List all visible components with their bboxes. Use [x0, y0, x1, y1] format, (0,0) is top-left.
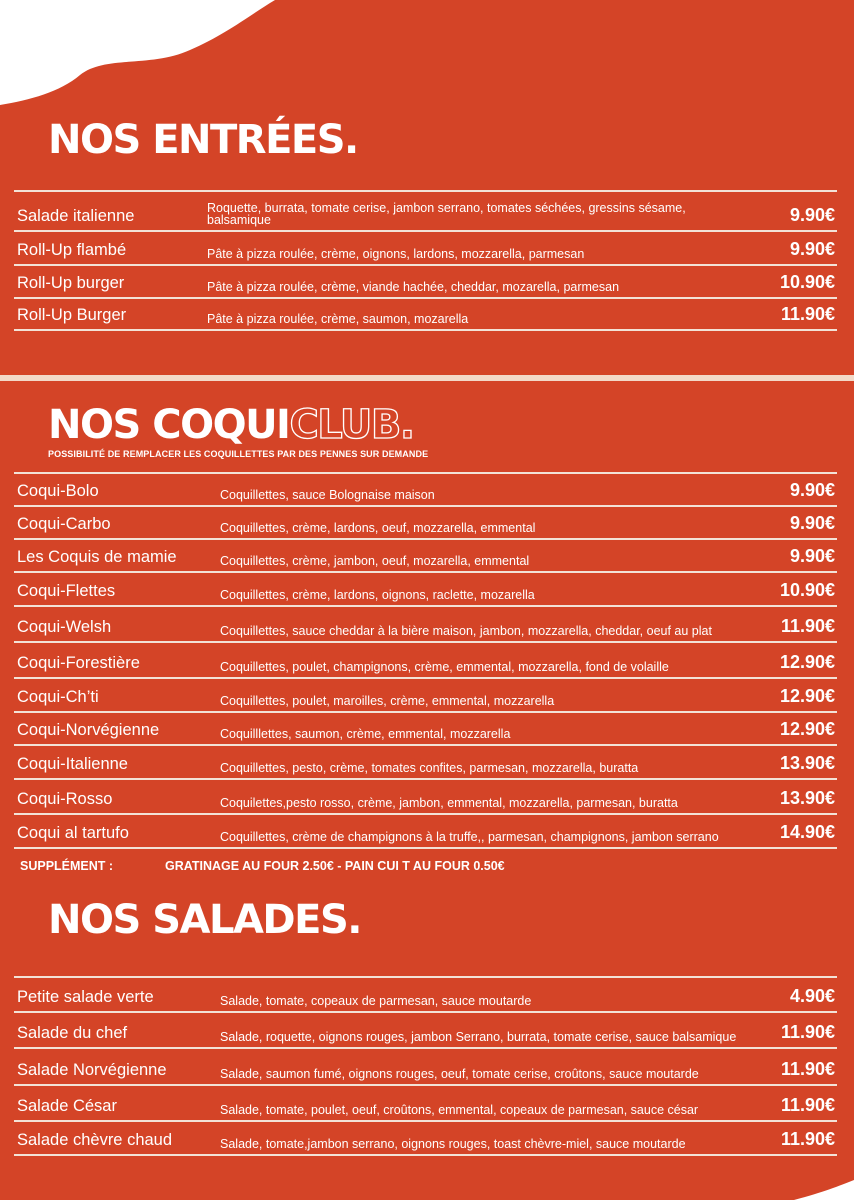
item-price: 11.90€ [780, 616, 835, 636]
menu-item [14, 641, 837, 677]
entrees-menu [14, 190, 837, 331]
menu-item [14, 505, 837, 538]
menu-item [14, 571, 837, 605]
coquiclub-menu [14, 472, 837, 849]
item-price: 11.90€ [780, 1095, 835, 1115]
menu-item [14, 976, 837, 1011]
item-description: Coquillettes, sauce Bolognaise maison [220, 488, 435, 502]
item-price: 9.90€ [789, 239, 835, 259]
item-price: 12.90€ [779, 719, 835, 739]
item-description: Pâte à pizza roulée, crème, viande hachée, cheddar, mozarella, parmesan [207, 280, 620, 294]
item-description: Roquette, burrata, tomate cerise, jambon serrano, tomates séchées, gressins sésame, balsamique [207, 201, 686, 227]
item-name: Les Coquis de mamie [17, 548, 177, 566]
item-description: Salade, tomate,jambon serrano, oignons rouges, toast chèvre-miel, sauce moutarde [220, 1137, 686, 1151]
menu-item [14, 264, 837, 297]
menu-item [14, 538, 837, 571]
item-price: 11.90€ [780, 1022, 835, 1042]
item-name: Salade chèvre chaud [17, 1131, 173, 1149]
menu-item [14, 711, 837, 744]
item-name: Roll-Up Burger [17, 306, 127, 324]
item-name: Coqui-Ch’ti [17, 688, 99, 706]
item-price: 10.90€ [779, 580, 835, 600]
item-price: 13.90€ [779, 753, 835, 773]
menu-item [14, 605, 837, 641]
coquiclub-title [48, 402, 414, 448]
salades-title: NOS SALADES. [48, 897, 361, 943]
item-description: Pâte à pizza roulée, crème, saumon, mozarella [207, 312, 469, 326]
item-price: 14.90€ [779, 822, 835, 842]
item-name: Roll-Up flambé [17, 241, 127, 259]
item-name: Coqui-Flettes [17, 582, 116, 600]
item-description: Coquillettes, pesto, crème, tomates confites, parmesan, mozzarella, buratta [220, 761, 639, 775]
item-description: Coquillettes, poulet, champignons, crème, emmental, mozzarella, fond de volaille [220, 660, 669, 674]
item-description: Coquilettes,pesto rosso, crème, jambon, emmental, mozzarella, parmesan, buratta [220, 796, 678, 810]
item-price: 11.90€ [780, 1059, 835, 1079]
corner-decoration [0, 0, 300, 110]
coquiclub-title-solid: NOS COQUI [48, 402, 290, 448]
supplement-text: GRATINAGE AU FOUR 2.50€ - PAIN CUI T AU FOUR 0.50€ [165, 859, 505, 873]
item-price: 9.90€ [789, 513, 835, 533]
coquiclub-title-outline: CLUB. [289, 402, 414, 448]
salades-menu [14, 976, 837, 1156]
menu-item [14, 744, 837, 778]
item-name: Salade César [17, 1097, 117, 1115]
item-price: 12.90€ [779, 686, 835, 706]
item-name: Coqui-Carbo [17, 515, 111, 533]
item-name: Coqui-Italienne [17, 755, 128, 773]
item-name: Roll-Up burger [17, 274, 125, 292]
item-price: 9.90€ [789, 205, 835, 225]
menu-item [14, 472, 837, 505]
item-name: Salade italienne [17, 207, 135, 225]
item-price: 11.90€ [780, 304, 835, 324]
menu-item [14, 813, 837, 849]
item-price: 4.90€ [789, 986, 835, 1006]
item-description: Coquillettes, crème, jambon, oeuf, mozarella, emmental [220, 554, 530, 568]
item-description: Salade, roquette, oignons rouges, jambon Serrano, burrata, tomate cerise, sauce balsamique [220, 1030, 737, 1044]
item-price: 9.90€ [789, 546, 835, 566]
section-divider [0, 375, 854, 381]
item-description: Pâte à pizza roulée, crème, oignons, lardons, mozzarella, parmesan [207, 247, 585, 261]
item-price: 13.90€ [779, 788, 835, 808]
item-name: Coqui-Forestière [17, 654, 140, 672]
item-name: Coqui-Norvégienne [17, 721, 160, 739]
item-name: Salade Norvégienne [17, 1061, 167, 1079]
supplement-label: SUPPLÉMENT : [20, 859, 114, 873]
item-description: Salade, tomate, copeaux de parmesan, sauce moutarde [220, 994, 532, 1008]
corner-decoration-bottom [794, 1180, 854, 1200]
item-price: 11.90€ [780, 1129, 835, 1149]
item-description: Salade, tomate, poulet, oeuf, croûtons, emmental, copeaux de parmesan, sauce césar [220, 1103, 699, 1117]
item-name: Coqui al tartufo [17, 824, 129, 842]
item-name: Salade du chef [17, 1024, 128, 1042]
item-description: Coquillettes, crème, lardons, oignons, raclette, mozarella [220, 588, 535, 602]
item-price: 9.90€ [789, 480, 835, 500]
menu-item [14, 1011, 837, 1047]
item-description: Salade, saumon fumé, oignons rouges, oeuf, tomate cerise, croûtons, sauce moutarde [220, 1067, 699, 1081]
item-description: Coquilllettes, saumon, crème, emmental, mozzarella [220, 727, 511, 741]
item-name: Petite salade verte [17, 988, 154, 1006]
menu-item [14, 1120, 837, 1156]
item-name: Coqui-Rosso [17, 790, 113, 808]
supplement-line [20, 859, 505, 873]
menu-item [14, 1084, 837, 1120]
menu-item [14, 190, 837, 230]
item-name: Coqui-Welsh [17, 618, 112, 636]
coquiclub-note: POSSIBILITÉ DE REMPLACER LES COQUILLETTES PAR DES PENNES SUR DEMANDE [48, 449, 429, 459]
item-price: 12.90€ [779, 652, 835, 672]
menu-item [14, 778, 837, 813]
item-description: Coquillettes, crème, lardons, oeuf, mozzarella, emmental [220, 521, 536, 535]
item-description: Coquillettes, poulet, maroilles, crème, emmental, mozzarella [220, 694, 555, 708]
item-description: Coquillettes, sauce cheddar à la bière maison, jambon, mozzarella, cheddar, oeuf au plat [220, 624, 712, 638]
item-price: 10.90€ [779, 272, 835, 292]
item-description: Coquillettes, crème de champignons à la truffe,, parmesan, champignons, jambon serrano [220, 830, 719, 844]
menu-item [14, 677, 837, 711]
menu-item [14, 1047, 837, 1084]
entrees-title: NOS ENTRÉES. [48, 117, 358, 163]
menu-item [14, 297, 837, 331]
item-name: Coqui-Bolo [17, 482, 99, 500]
menu-item [14, 230, 837, 264]
